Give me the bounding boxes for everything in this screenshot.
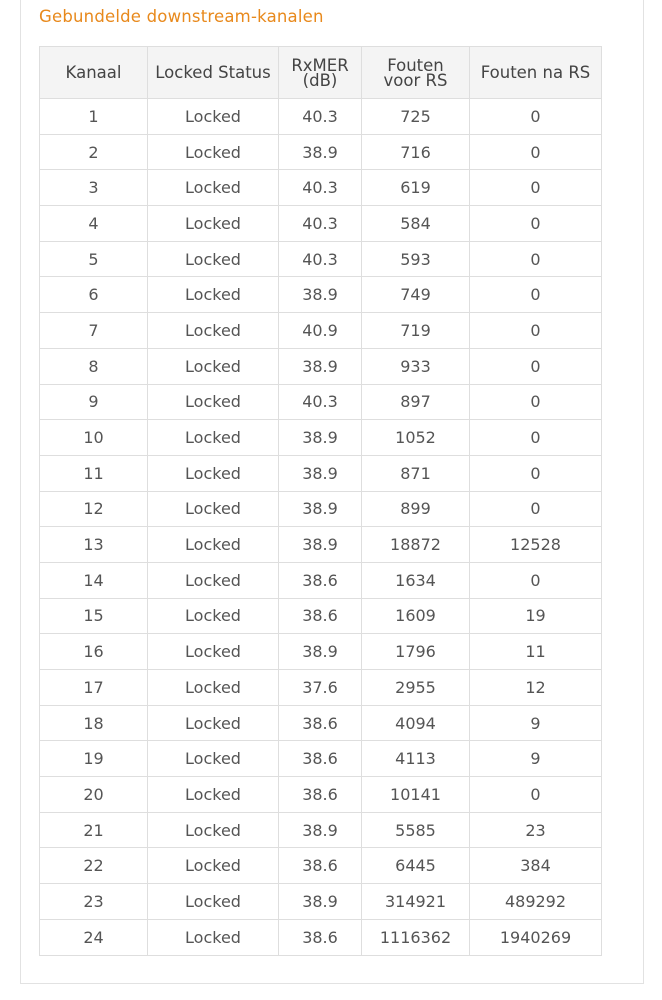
cell-locked-status: Locked — [148, 670, 279, 706]
cell-locked-status: Locked — [148, 313, 279, 349]
cell-rxmer: 38.9 — [279, 455, 362, 491]
table-row — [40, 420, 602, 456]
table-row — [40, 777, 602, 813]
table-row — [40, 527, 602, 563]
cell-kanaal: 10 — [40, 420, 148, 456]
header-rxmer — [279, 47, 362, 99]
cell-kanaal: 8 — [40, 348, 148, 384]
table-row — [40, 812, 602, 848]
table-row — [40, 455, 602, 491]
cell-locked-status: Locked — [148, 170, 279, 206]
cell-fouten-na-rs: 0 — [470, 170, 602, 206]
cell-fouten-na-rs: 12 — [470, 670, 602, 706]
table-row — [40, 134, 602, 170]
cell-rxmer: 38.9 — [279, 634, 362, 670]
cell-rxmer: 40.9 — [279, 313, 362, 349]
cell-rxmer: 40.3 — [279, 384, 362, 420]
table-row — [40, 848, 602, 884]
cell-locked-status: Locked — [148, 741, 279, 777]
cell-fouten-voor-rs: 2955 — [362, 670, 470, 706]
cell-locked-status: Locked — [148, 527, 279, 563]
cell-fouten-voor-rs: 1052 — [362, 420, 470, 456]
cell-kanaal: 21 — [40, 812, 148, 848]
cell-fouten-voor-rs: 593 — [362, 241, 470, 277]
cell-fouten-na-rs: 11 — [470, 634, 602, 670]
cell-kanaal: 2 — [40, 134, 148, 170]
cell-rxmer: 40.3 — [279, 241, 362, 277]
cell-fouten-voor-rs: 584 — [362, 206, 470, 242]
table-row — [40, 491, 602, 527]
cell-kanaal: 14 — [40, 562, 148, 598]
cell-locked-status: Locked — [148, 99, 279, 135]
table-row — [40, 170, 602, 206]
cell-fouten-na-rs: 0 — [470, 420, 602, 456]
cell-locked-status: Locked — [148, 384, 279, 420]
cell-rxmer: 38.9 — [279, 812, 362, 848]
cell-kanaal: 9 — [40, 384, 148, 420]
cell-fouten-voor-rs: 749 — [362, 277, 470, 313]
cell-fouten-voor-rs: 6445 — [362, 848, 470, 884]
cell-locked-status: Locked — [148, 634, 279, 670]
cell-locked-status: Locked — [148, 919, 279, 955]
table-row — [40, 313, 602, 349]
cell-fouten-voor-rs: 933 — [362, 348, 470, 384]
cell-rxmer: 38.9 — [279, 527, 362, 563]
table-row — [40, 670, 602, 706]
cell-locked-status: Locked — [148, 455, 279, 491]
cell-fouten-voor-rs: 1634 — [362, 562, 470, 598]
cell-fouten-na-rs: 0 — [470, 348, 602, 384]
cell-rxmer: 38.9 — [279, 420, 362, 456]
cell-fouten-na-rs: 0 — [470, 134, 602, 170]
downstream-channels-table — [39, 46, 602, 956]
cell-locked-status: Locked — [148, 598, 279, 634]
header-fouten-voor-rs — [362, 47, 470, 99]
cell-kanaal: 22 — [40, 848, 148, 884]
table-row — [40, 598, 602, 634]
cell-rxmer: 38.9 — [279, 491, 362, 527]
header-fouten-voor-line2: voor RS — [383, 70, 448, 90]
cell-fouten-voor-rs: 716 — [362, 134, 470, 170]
cell-rxmer: 38.9 — [279, 884, 362, 920]
cell-locked-status: Locked — [148, 491, 279, 527]
cell-fouten-na-rs: 489292 — [470, 884, 602, 920]
cell-fouten-na-rs: 1940269 — [470, 919, 602, 955]
header-rxmer-line2: (dB) — [302, 70, 338, 90]
cell-locked-status: Locked — [148, 348, 279, 384]
table-row — [40, 277, 602, 313]
cell-rxmer: 38.6 — [279, 741, 362, 777]
cell-fouten-voor-rs: 899 — [362, 491, 470, 527]
cell-fouten-na-rs: 0 — [470, 491, 602, 527]
cell-fouten-na-rs: 0 — [470, 206, 602, 242]
cell-rxmer: 38.6 — [279, 848, 362, 884]
cell-locked-status: Locked — [148, 812, 279, 848]
cell-fouten-na-rs: 9 — [470, 741, 602, 777]
section-title: Gebundelde downstream-kanalen — [39, 7, 324, 26]
cell-fouten-voor-rs: 1796 — [362, 634, 470, 670]
cell-fouten-voor-rs: 619 — [362, 170, 470, 206]
cell-kanaal: 1 — [40, 99, 148, 135]
header-kanaal: Kanaal — [40, 47, 148, 99]
cell-kanaal: 15 — [40, 598, 148, 634]
cell-rxmer: 38.6 — [279, 598, 362, 634]
cell-locked-status: Locked — [148, 241, 279, 277]
cell-fouten-voor-rs: 5585 — [362, 812, 470, 848]
cell-rxmer: 38.9 — [279, 277, 362, 313]
table-row — [40, 206, 602, 242]
cell-fouten-voor-rs: 1116362 — [362, 919, 470, 955]
cell-fouten-voor-rs: 4113 — [362, 741, 470, 777]
cell-kanaal: 19 — [40, 741, 148, 777]
cell-fouten-voor-rs: 18872 — [362, 527, 470, 563]
table-row — [40, 562, 602, 598]
cell-fouten-na-rs: 12528 — [470, 527, 602, 563]
cell-fouten-voor-rs: 1609 — [362, 598, 470, 634]
cell-fouten-voor-rs: 719 — [362, 313, 470, 349]
cell-fouten-na-rs: 0 — [470, 241, 602, 277]
cell-locked-status: Locked — [148, 277, 279, 313]
cell-fouten-voor-rs: 314921 — [362, 884, 470, 920]
table-body — [40, 99, 602, 956]
cell-rxmer: 38.6 — [279, 919, 362, 955]
cell-fouten-na-rs: 0 — [470, 562, 602, 598]
cell-fouten-na-rs: 9 — [470, 705, 602, 741]
header-locked-status: Locked Status — [148, 47, 279, 99]
cell-kanaal: 11 — [40, 455, 148, 491]
table-row — [40, 99, 602, 135]
cell-rxmer: 38.9 — [279, 134, 362, 170]
cell-locked-status: Locked — [148, 848, 279, 884]
cell-rxmer: 38.6 — [279, 777, 362, 813]
header-row — [40, 47, 602, 99]
cell-rxmer: 37.6 — [279, 670, 362, 706]
cell-fouten-voor-rs: 10141 — [362, 777, 470, 813]
cell-fouten-na-rs: 0 — [470, 384, 602, 420]
table-row — [40, 241, 602, 277]
table-row — [40, 884, 602, 920]
table-row — [40, 348, 602, 384]
cell-locked-status: Locked — [148, 562, 279, 598]
cell-kanaal: 13 — [40, 527, 148, 563]
cell-kanaal: 24 — [40, 919, 148, 955]
header-fouten-na-rs: Fouten na RS — [470, 47, 602, 99]
table-row — [40, 919, 602, 955]
cell-rxmer: 40.3 — [279, 99, 362, 135]
cell-fouten-voor-rs: 871 — [362, 455, 470, 491]
cell-kanaal: 18 — [40, 705, 148, 741]
cell-fouten-na-rs: 0 — [470, 99, 602, 135]
header-rxmer-line1: RxMER — [291, 55, 349, 75]
cell-fouten-voor-rs: 897 — [362, 384, 470, 420]
cell-locked-status: Locked — [148, 777, 279, 813]
table-row — [40, 634, 602, 670]
cell-fouten-na-rs: 0 — [470, 277, 602, 313]
cell-rxmer: 38.9 — [279, 348, 362, 384]
header-fouten-voor-line1: Fouten — [387, 55, 444, 75]
cell-kanaal: 12 — [40, 491, 148, 527]
cell-kanaal: 3 — [40, 170, 148, 206]
cell-rxmer: 40.3 — [279, 170, 362, 206]
cell-locked-status: Locked — [148, 134, 279, 170]
cell-locked-status: Locked — [148, 206, 279, 242]
cell-fouten-na-rs: 0 — [470, 455, 602, 491]
cell-rxmer: 38.6 — [279, 562, 362, 598]
cell-kanaal: 23 — [40, 884, 148, 920]
cell-locked-status: Locked — [148, 705, 279, 741]
cell-locked-status: Locked — [148, 420, 279, 456]
cell-fouten-voor-rs: 4094 — [362, 705, 470, 741]
cell-fouten-na-rs: 0 — [470, 313, 602, 349]
cell-fouten-na-rs: 0 — [470, 777, 602, 813]
cell-kanaal: 16 — [40, 634, 148, 670]
cell-fouten-voor-rs: 725 — [362, 99, 470, 135]
cell-kanaal: 7 — [40, 313, 148, 349]
table-row — [40, 384, 602, 420]
cell-kanaal: 17 — [40, 670, 148, 706]
cell-fouten-na-rs: 19 — [470, 598, 602, 634]
cell-kanaal: 20 — [40, 777, 148, 813]
cell-fouten-na-rs: 384 — [470, 848, 602, 884]
cell-rxmer: 40.3 — [279, 206, 362, 242]
cell-fouten-na-rs: 23 — [470, 812, 602, 848]
cell-kanaal: 4 — [40, 206, 148, 242]
table-header — [40, 47, 602, 99]
table-row — [40, 705, 602, 741]
cell-locked-status: Locked — [148, 884, 279, 920]
table-row — [40, 741, 602, 777]
cell-kanaal: 5 — [40, 241, 148, 277]
cell-rxmer: 38.6 — [279, 705, 362, 741]
cell-kanaal: 6 — [40, 277, 148, 313]
